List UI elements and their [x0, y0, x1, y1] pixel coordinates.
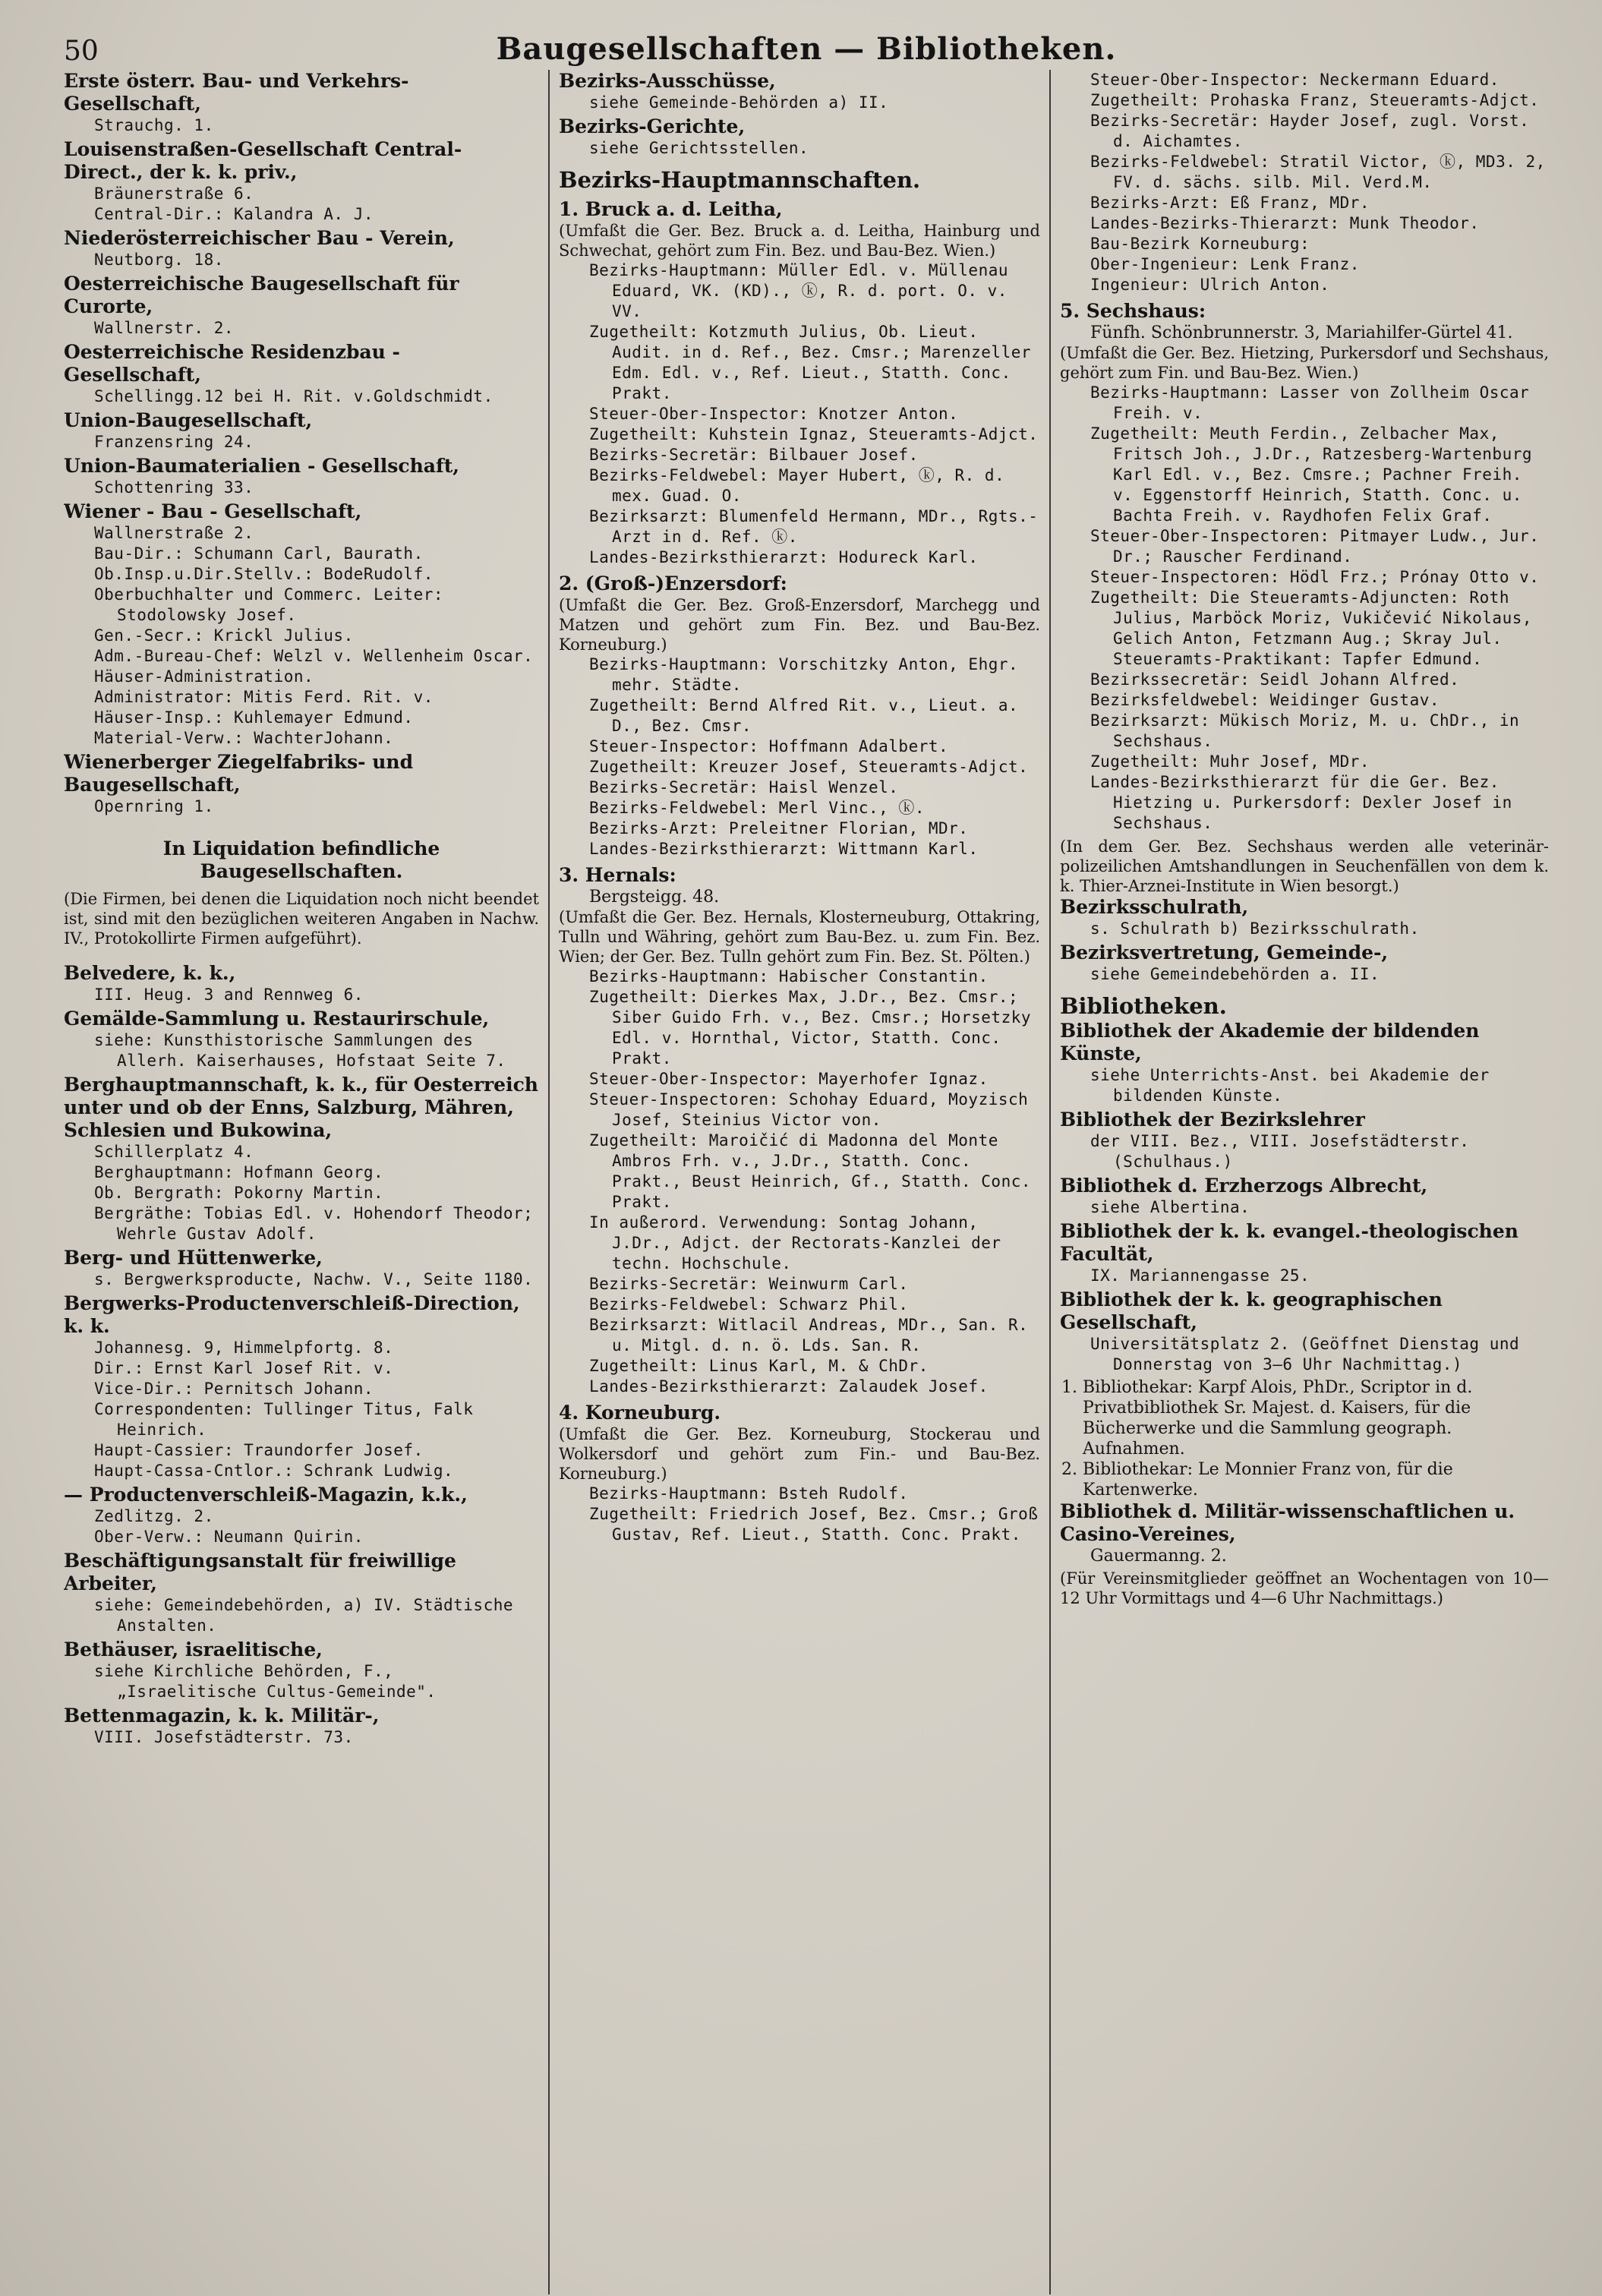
- staff-line: Bezirks-Feldwebel: Merl Vinc., ⓚ.: [589, 799, 926, 817]
- company-entries: [64, 70, 539, 817]
- entry-line: III. Heug. 3 and Rennweg 6.: [94, 986, 364, 1004]
- staff-line: Bezirksarzt: Witlacil Andreas, MDr., San. R. u. Mitgl. d. n. ö. Lds. San. R.: [589, 1316, 1029, 1355]
- entry-title: Union-Baumaterialien - Gesellschaft,: [64, 455, 459, 477]
- entry-line: Vice-Dir.: Pernitsch Johann.: [94, 1380, 374, 1398]
- staff-line: Bezirks-Hauptmann: Müller Edl. v. Müllenau Eduard, VK. (KD)., ⓚ, R. d. port. O. v. VV.: [589, 261, 1009, 320]
- directory-entry: [1060, 896, 1549, 939]
- entry-line: Haupt-Cassier: Traundorfer Josef.: [94, 1441, 424, 1459]
- staff-line: Zugetheilt: Die Steueramts-Adjuncten: Roth Julius, Marböck Moriz, Vukičević Nikolaus, Gelich Anton, Fetzmann Aug.; Skray Jul. Steueramts-Praktikant: Tapfer Edmund.: [1090, 588, 1533, 668]
- staff-line: Zugetheilt: Maroičić di Madonna del Monte Ambros Frh. v., J.Dr., Statth. Conc. Prakt., Beust Heinrich, Gf., Statth. Conc. Prakt.: [589, 1131, 1032, 1211]
- district-note: (Umfaßt die Ger. Bez. Korneuburg, Stockerau und Wolkersdorf und gehört zum Fin.- und Bau-Bez. Korneuburg.): [559, 1425, 1040, 1483]
- entry-title: Bettenmagazin, k. k. Militär-,: [64, 1705, 380, 1727]
- entry-line: siehe Gerichtsstellen.: [589, 139, 809, 157]
- staff-line: In außerord. Verwendung: Sontag Johann, J.Dr., Adjct. der Rectorats-Kanzlei der techn. Hochschule.: [589, 1213, 1001, 1273]
- staff-line: Bezirks-Secretär: Weinwurm Carl.: [589, 1275, 909, 1293]
- column-left: [64, 70, 550, 2294]
- entry-line: siehe Albertina.: [1090, 1198, 1250, 1216]
- entry-line: Ob. Bergrath: Pokorny Martin.: [94, 1184, 384, 1202]
- entry-line: Material-Verw.: WachterJohann.: [94, 729, 394, 747]
- entry-title: Berg- und Hüttenwerke,: [64, 1247, 323, 1269]
- staff-line: 1. Bibliothekar: Karpf Alois, PhDr., Scriptor in d. Privatbibliothek Sr. Majest. d. Kaisers, für die Bücherwerke und die Sammlung geograph. Aufnahmen.: [1061, 1378, 1473, 1459]
- entry-line: Zedlitzg. 2.: [94, 1507, 214, 1525]
- entry-title: Oesterreichische Residenzbau - Gesellschaft,: [64, 341, 400, 386]
- entry-title: Wienerberger Ziegelfabriks- und Baugesellschaft,: [64, 751, 414, 796]
- district-note: (Umfaßt die Ger. Bez. Groß-Enzersdorf, Marchegg und Matzen und gehört zum Fin. Bez. und Bau-Bez. Korneuburg.): [559, 596, 1040, 654]
- entry-line: Ob.Insp.u.Dir.Stellv.: BodeRudolf.: [94, 565, 434, 583]
- staff-line: Bezirks-Hauptmann: Habischer Constantin.: [589, 967, 989, 986]
- directory-entry: [64, 341, 539, 407]
- entry-title: Belvedere, k. k.,: [64, 962, 236, 984]
- entry-line: Bräunerstraße 6.: [94, 184, 254, 203]
- liquidation-heading: In Liquidation befindliche Baugesellschaften.: [162, 837, 440, 882]
- entry-line: Central-Dir.: Kalandra A. J.: [94, 205, 374, 223]
- column-middle: [550, 70, 1051, 2294]
- staff-line: Bezirks-Feldwebel: Mayer Hubert, ⓚ, R. d. mex. Guad. O.: [589, 466, 1005, 505]
- directory-entry: [64, 409, 539, 453]
- entry-line: Häuser-Administration.: [94, 667, 314, 686]
- directory-entry: [64, 1008, 539, 1071]
- staff-line: Zugetheilt: Kotzmuth Julius, Ob. Lieut. Audit. in d. Ref., Bez. Cmsr.; Marenzeller Edm. Edl. v., Ref. Lieut., Statth. Conc. Prakt.: [589, 323, 1032, 402]
- staff-line: Bezirks-Secretär: Haisl Wenzel.: [589, 778, 899, 796]
- entry-line: VIII. Josefstädterstr. 73.: [94, 1728, 354, 1746]
- directory-entry: [1060, 1109, 1549, 1172]
- staff-line: Bezirks-Arzt: Preleitner Florian, MDr.: [589, 819, 969, 837]
- entry-line: Oberbuchhalter und Commerc. Leiter: Stodolowsky Josef.: [94, 585, 444, 624]
- geo-library-staff: [1060, 1377, 1549, 1500]
- entry-line: siehe Unterrichts-Anst. bei Akademie der bildenden Künste.: [1090, 1066, 1490, 1105]
- directory-entry: [64, 751, 539, 817]
- directory-entry: [64, 1247, 539, 1290]
- entry-line: Correspondenten: Tullinger Titus, Falk Heinrich.: [94, 1400, 474, 1439]
- entry-line: Ober-Verw.: Neumann Quirin.: [94, 1528, 364, 1546]
- entry-line: Universitätsplatz 2. (Geöffnet Dienstag und Donnerstag von 3—6 Uhr Nachmittag.): [1090, 1335, 1520, 1374]
- staff-line: Steuer-Inspectoren: Hödl Frz.; Prónay Otto v.: [1090, 568, 1540, 586]
- entry-title: Wiener - Bau - Gesellschaft,: [64, 500, 362, 522]
- entry-title: Bezirks-Gerichte,: [559, 115, 746, 137]
- entry-line: IX. Mariannengasse 25.: [1090, 1266, 1310, 1285]
- schulrath-entries: [1060, 896, 1549, 985]
- sechshaus-address: Fünfh. Schönbrunnerstr. 3, Mariahilfer-Gürtel 41.: [1090, 323, 1513, 342]
- district-section: [559, 572, 1040, 859]
- staff-line: Steuer-Ober-Inspectoren: Pitmayer Ludw., Jur. Dr.; Rauscher Ferdinand.: [1090, 527, 1540, 566]
- military-library-note: (Für Vereinsmitglieder geöffnet an Wochentagen von 10—12 Uhr Vormittags und 4—6 Uhr Nachmittags.): [1060, 1569, 1549, 1607]
- military-library-address: Gauermanng. 2.: [1090, 1547, 1227, 1566]
- staff-line: Landes-Bezirksthierarzt: Zalaudek Josef.: [589, 1377, 989, 1396]
- running-head: Baugesellschaften — Bibliotheken.: [496, 31, 1117, 67]
- staff-line: Zugetheilt: Kreuzer Josef, Steueramts-Adjct.: [589, 758, 1029, 776]
- staff-line: Landes-Bezirks-Thierarzt: Munk Theodor.: [1090, 214, 1480, 232]
- entry-title: Union-Baugesellschaft,: [64, 409, 313, 431]
- entry-title: Beschäftigungsanstalt für freiwillige Arbeiter,: [64, 1550, 456, 1594]
- entry-line: Opernring 1.: [94, 797, 214, 815]
- staff-line: Bezirks-Feldwebel: Stratil Victor, ⓚ, MD3. 2, FV. d. sächs. silb. Mil. Verd.M.: [1090, 153, 1546, 191]
- entry-line: Bau-Dir.: Schumann Carl, Baurath.: [94, 544, 424, 563]
- entry-title: Bezirks-Ausschüsse,: [559, 70, 776, 92]
- directory-entry: [559, 115, 1040, 159]
- staff-line: Ober-Ingenieur: Lenk Franz.: [1090, 255, 1360, 273]
- korneuburg-continuation: [1060, 70, 1549, 295]
- column-right: [1051, 70, 1549, 2294]
- directory-entry: [64, 138, 539, 225]
- entry-line: Neutborg. 18.: [94, 251, 224, 269]
- misc-entries: [64, 962, 539, 1748]
- library-entries: [1060, 1020, 1549, 1375]
- sechshaus-title: 5. Sechshaus:: [1060, 300, 1206, 322]
- entry-line: Dir.: Ernst Karl Josef Rit. v.: [94, 1359, 394, 1377]
- directory-entry: [64, 227, 539, 270]
- staff-line: Bau-Bezirk Korneuburg:: [1090, 235, 1310, 253]
- directory-entry: [1060, 1220, 1549, 1286]
- bezirks-entries: [559, 70, 1040, 159]
- hauptmannschaften-sections: [559, 198, 1040, 1545]
- directory-entry: [64, 962, 539, 1005]
- entry-title: Bibliothek der Bezirkslehrer: [1060, 1109, 1365, 1131]
- entry-line: der VIII. Bez., VIII. Josefstädterstr. (Schulhaus.): [1090, 1132, 1470, 1171]
- district-note: (Umfaßt die Ger. Bez. Hernals, Klosterneuburg, Ottakring, Tulln und Währing, gehört zum Bau-Bez. u. zum Fin. Bez. Wien; der Ger. Bez. Tulln gehört zum Fin. Bez. St. Pölten.): [559, 908, 1040, 966]
- military-library-entry: [1060, 1500, 1549, 1566]
- staff-line: Bezirksfeldwebel: Weidinger Gustav.: [1090, 691, 1440, 709]
- staff-line: Landes-Bezirksthierarzt für die Ger. Bez. Hietzing u. Purkersdorf: Dexler Josef in Sechshaus.: [1090, 773, 1512, 832]
- entry-title: Bergwerks-Productenverschleiß-Direction, k. k.: [64, 1292, 520, 1337]
- district-title: 3. Hernals:: [559, 864, 676, 886]
- entry-line: Schellingg.12 bei H. Rit. v.Goldschmidt.: [94, 387, 494, 405]
- district-title: 2. (Groß-)Enzersdorf:: [559, 572, 787, 594]
- staff-line: Steuer-Ober-Inspector: Knotzer Anton.: [589, 405, 959, 423]
- staff-line: Landes-Bezirksthierarzt: Hodureck Karl.: [589, 548, 979, 566]
- staff-line: Bezirksarzt: Mükisch Moriz, M. u. ChDr., in Sechshaus.: [1090, 711, 1520, 750]
- directory-entry: [64, 1638, 539, 1702]
- district-section: [559, 198, 1040, 568]
- staff-line: Bezirksarzt: Blumenfeld Hermann, MDr., Rgts.-Arzt in d. Ref. ⓚ.: [589, 507, 1039, 546]
- entry-line: s. Bergwerksproducte, Nachw. V., Seite 1180.: [94, 1270, 534, 1288]
- staff-line: Bezirks-Hauptmann: Bsteh Rudolf.: [589, 1484, 909, 1503]
- staff-line: Bezirks-Secretär: Bilbauer Josef.: [589, 446, 919, 464]
- entry-title: Berghauptmannschaft, k. k., für Oesterreich unter und ob der Enns, Salzburg, Mähren, Schlesien und Bukowina,: [64, 1074, 538, 1141]
- directory-entry: [64, 1292, 539, 1481]
- entry-line: Strauchg. 1.: [94, 116, 214, 134]
- entry-title: Niederösterreichischer Bau - Verein,: [64, 227, 455, 249]
- entry-title: Bibliothek der k. k. evangel.-theologischen Facultät,: [1060, 1220, 1518, 1265]
- entry-title: Bibliothek der k. k. geographischen Gesellschaft,: [1060, 1288, 1443, 1333]
- staff-line: Zugetheilt: Linus Karl, M. & ChDr.: [589, 1357, 929, 1375]
- staff-line: Bezirks-Feldwebel: Schwarz Phil.: [589, 1295, 909, 1314]
- entry-title: Bethäuser, israelitische,: [64, 1638, 323, 1660]
- directory-entry: [1060, 941, 1549, 985]
- entry-title: Gemälde-Sammlung u. Restaurirschule,: [64, 1008, 490, 1030]
- district-title: 1. Bruck a. d. Leitha,: [559, 198, 783, 220]
- library-heading: Bibliotheken.: [1060, 993, 1227, 1019]
- staff-line: 2. Bibliothekar: Le Monnier Franz von, für die Kartenwerke.: [1061, 1460, 1453, 1500]
- directory-entry: [64, 1484, 539, 1547]
- page-header: [64, 23, 1549, 67]
- entry-title: — Productenverschleiß-Magazin, k.k.,: [64, 1484, 468, 1506]
- district-title: 4. Korneuburg.: [559, 1402, 721, 1424]
- staff-line: Steuer-Inspector: Hoffmann Adalbert.: [589, 737, 949, 755]
- directory-entry: [64, 500, 539, 749]
- entry-title: Oesterreichische Baugesellschaft für Curorte,: [64, 273, 459, 317]
- directory-entry: [1060, 1288, 1549, 1375]
- staff-line: Zugetheilt: Kuhstein Ignaz, Steueramts-Adjct.: [589, 425, 1039, 443]
- entry-line: Haupt-Cassa-Cntlor.: Schrank Ludwig.: [94, 1462, 454, 1480]
- staff-line: Bezirkssecretär: Seidl Johann Alfred.: [1090, 670, 1460, 689]
- directory-entry: [559, 70, 1040, 113]
- sechshaus-staff: [1060, 383, 1549, 834]
- directory-entry: [1060, 1020, 1549, 1106]
- directory-entry: [64, 273, 539, 339]
- columns: [64, 70, 1549, 2294]
- district-note: (Umfaßt die Ger. Bez. Bruck a. d. Leitha, Hainburg und Schwechat, gehört zum Fin. Bez. und Bau-Bez. Wien.): [559, 222, 1040, 260]
- directory-entry: [64, 70, 539, 136]
- entry-line: Häuser-Insp.: Kuhlemayer Edmund.: [94, 708, 414, 727]
- entry-line: Gen.-Secr.: Krickl Julius.: [94, 626, 354, 645]
- directory-entry: [64, 455, 539, 498]
- staff-line: Landes-Bezirksthierarzt: Wittmann Karl.: [589, 840, 979, 858]
- staff-line: Ingenieur: Ulrich Anton.: [1090, 276, 1330, 294]
- staff-line: Steuer-Ober-Inspector: Neckermann Eduard.: [1090, 71, 1500, 89]
- entry-title: Bezirksvertretung, Gemeinde-,: [1060, 941, 1389, 964]
- entry-line: siehe: Kunsthistorische Sammlungen des Allerh. Kaiserhauses, Hofstaat Seite 7.: [94, 1031, 506, 1070]
- directory-entry: [64, 1705, 539, 1748]
- entry-line: Schillerplatz 4.: [94, 1143, 254, 1161]
- military-library-title: Bibliothek d. Militär-wissenschaftlichen u. Casino-Vereines,: [1060, 1500, 1515, 1545]
- entry-line: Bergräthe: Tobias Edl. v. Hohendorf Theodor; Wehrle Gustav Adolf.: [94, 1204, 534, 1243]
- entry-title: Bibliothek d. Erzherzogs Albrecht,: [1060, 1175, 1428, 1197]
- entry-title: Bibliothek der Akademie der bildenden Künste,: [1060, 1020, 1480, 1064]
- entry-line: siehe Kirchliche Behörden, F., „Israelitische Cultus-Gemeinde".: [94, 1662, 437, 1701]
- staff-line: Steuer-Inspectoren: Schohay Eduard, Moyzisch Josef, Steinius Victor von.: [589, 1090, 1029, 1129]
- staff-line: Bezirks-Secretär: Hayder Josef, zugl. Vorst. d. Aichamtes.: [1090, 112, 1530, 150]
- directory-entry: [64, 1550, 539, 1636]
- entry-line: Adm.-Bureau-Chef: Welzl v. Wellenheim Oscar.: [94, 647, 534, 665]
- entry-line: s. Schulrath b) Bezirksschulrath.: [1090, 919, 1420, 938]
- entry-line: Administrator: Mitis Ferd. Rit. v.: [94, 688, 434, 706]
- entry-line: Wallnerstraße 2.: [94, 524, 254, 542]
- entry-line: siehe: Gemeindebehörden, a) IV. Städtische Anstalten.: [94, 1596, 514, 1635]
- district-section: [559, 1402, 1040, 1545]
- directory-entry: [1060, 1175, 1549, 1218]
- entry-line: Johannesg. 9, Himmelpfortg. 8.: [94, 1339, 394, 1357]
- entry-line: Schottenring 33.: [94, 478, 254, 497]
- sechshaus-note: (Umfaßt die Ger. Bez. Hietzing, Purkersdorf und Sechshaus, gehört zum Fin. und Bau-Bez. Wien.): [1060, 344, 1549, 382]
- staff-line: Bezirks-Hauptmann: Vorschitzky Anton, Ehgr. mehr. Städte.: [589, 655, 1019, 694]
- staff-line: Bezirks-Hauptmann: Lasser von Zollheim Oscar Freih. v.: [1090, 383, 1530, 422]
- staff-line: Zugetheilt: Friedrich Josef, Bez. Cmsr.; Groß Gustav, Ref. Lieut., Statth. Conc. Prakt.: [589, 1505, 1039, 1544]
- staff-line: Zugetheilt: Bernd Alfred Rit. v., Lieut. a. D., Bez. Cmsr.: [589, 696, 1019, 735]
- staff-line: Zugetheilt: Prohaska Franz, Steueramts-Adjct.: [1090, 91, 1540, 109]
- district-address: Bergsteigg. 48.: [589, 888, 720, 907]
- directory-entry: [64, 1074, 539, 1244]
- hauptmannschaften-heading: Bezirks-Hauptmannschaften.: [559, 167, 921, 193]
- staff-line: Steuer-Ober-Inspector: Mayerhofer Ignaz.: [589, 1070, 989, 1088]
- district-section: [559, 864, 1040, 1397]
- staff-line: Zugetheilt: Meuth Ferdin., Zelbacher Max, Fritsch Joh., J.Dr., Ratzesberg-Wartenburg Karl Edl. v., Bez. Cmsre.; Pachner Freih. v. Eggenstorff Heinrich, Statth. Conc. u. Bachta Freih. v. Raydhofen Felix Graf.: [1090, 424, 1533, 525]
- staff-line: Bezirks-Arzt: Eß Franz, MDr.: [1090, 194, 1370, 212]
- entry-title: Bezirksschulrath,: [1060, 896, 1249, 918]
- page-number: 50: [64, 36, 99, 67]
- entry-line: Franzensring 24.: [94, 433, 254, 451]
- staff-line: Zugetheilt: Dierkes Max, J.Dr., Bez. Cmsr.; Siber Guido Frh. v., Bez. Cmsr.; Horsetzky Edl. v. Hornthal, Victor, Statth. Conc. Prakt.: [589, 988, 1032, 1068]
- entry-title: Erste österr. Bau- und Verkehrs-Gesellschaft,: [64, 70, 409, 115]
- liquidation-note: (Die Firmen, bei denen die Liquidation noch nicht beendet ist, sind mit den bezüglichen weiteren Angaben in Nachw. IV., Protokollirte Firmen aufgeführt).: [64, 890, 539, 948]
- entry-line: siehe Gemeindebehörden a. II.: [1090, 965, 1380, 983]
- staff-line: Zugetheilt: Muhr Josef, MDr.: [1090, 752, 1370, 771]
- sechshaus-footnote: (In dem Ger. Bez. Sechshaus werden alle veterinär-polizeilichen Amtshandlungen in Seuchenfällen von dem k. k. Thier-Arznei-Institute in Wien besorgt.): [1060, 837, 1549, 895]
- entry-title: Louisenstraßen-Gesellschaft Central-Direct., der k. k. priv.,: [64, 138, 462, 183]
- entry-line: siehe Gemeinde-Behörden a) II.: [589, 93, 889, 112]
- entry-line: Wallnerstr. 2.: [94, 319, 235, 337]
- entry-line: Berghauptmann: Hofmann Georg.: [94, 1163, 384, 1181]
